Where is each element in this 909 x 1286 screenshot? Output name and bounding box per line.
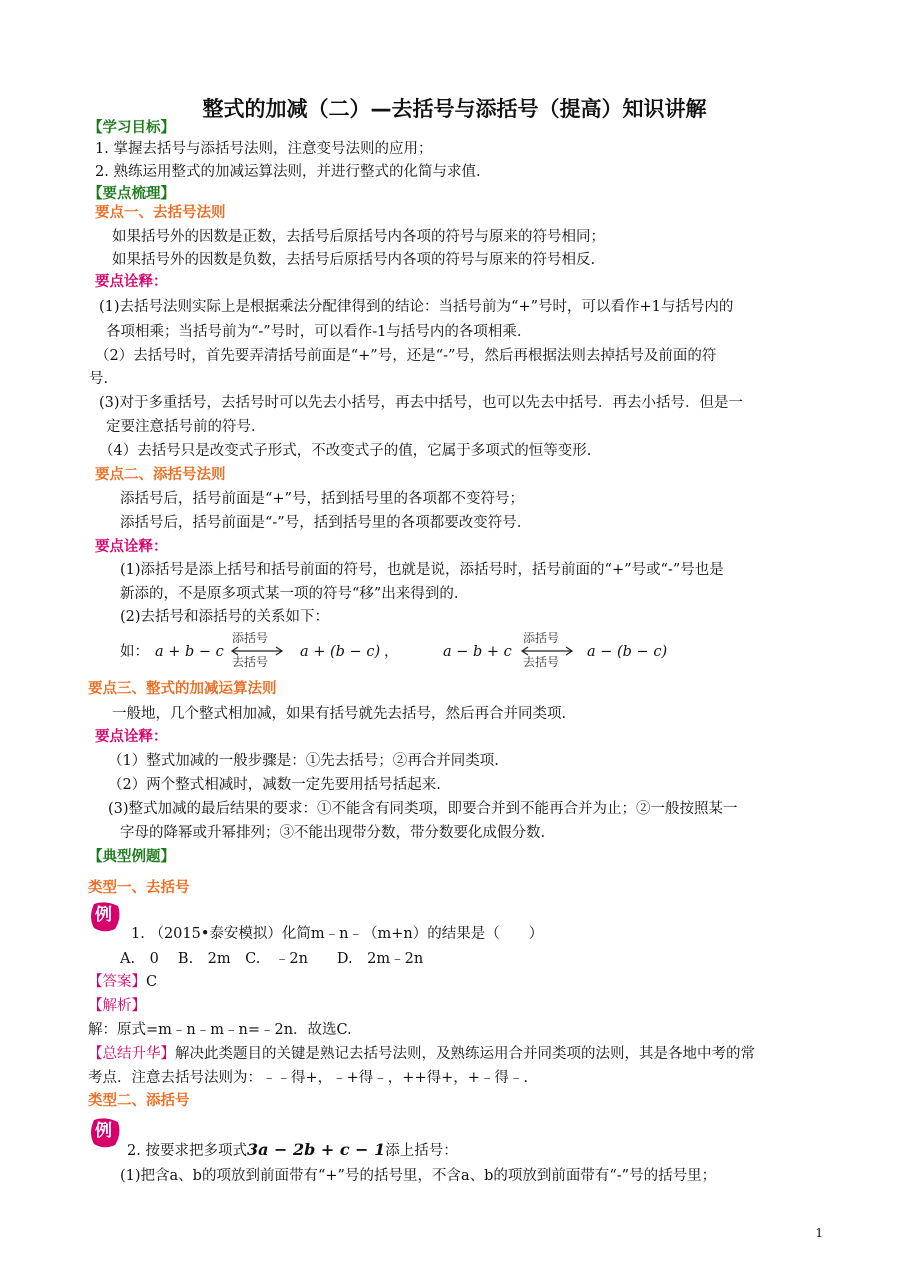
formula-left-1: a + b − c [155, 644, 224, 660]
question-1: 1. （2015•泰安模拟）化简m﹣n﹣（m+n）的结果是（ ） [131, 926, 544, 942]
formula-top-label-1: 添括号 [232, 631, 269, 645]
point3-line: 一般地，几个整式相加减，如果有括号就先去括号，然后再合并同类项. [112, 706, 567, 722]
formula-top-label-2: 添括号 [523, 631, 560, 645]
summary-label: 【总结升华】 [88, 1046, 175, 1062]
point1-note: 各项相乘；当括号前为“-”号时，可以看作-1与括号内的各项相乘. [106, 324, 522, 340]
point1-line: 如果括号外的因数是正数，去括号后原括号内各项的符号与原来的符号相同； [112, 229, 605, 245]
point3-note-title: 要点诠释： [95, 729, 168, 745]
question-2-expression: 3a − 2b + c − 1 [246, 1140, 386, 1159]
point1-note: （2）去括号时，首先要弄清括号前面是“+”号，还是“-”号，然后再根据法则去掉括号及前面的符 [95, 348, 717, 364]
point2-title: 要点二、添括号法则 [95, 467, 226, 483]
point2-line: 添括号后，括号前面是“+”号，括到括号里的各项都不变符号； [120, 491, 524, 507]
point3-note: （2）两个整式相减时，减数一定先要用括号括起来. [108, 777, 441, 793]
example-badge-label: 例 [95, 905, 112, 925]
point1-note: (1)去括号法则实际上是根据乘法分配律得到的结论：当括号前为“+”号时，可以看作+1与括号内的 [99, 299, 734, 315]
point1-line: 如果括号外的因数是负数，去括号后原括号内各项的符号与原来的符号相反. [112, 252, 596, 268]
point1-note: 定要注意括号前的符号. [106, 419, 256, 435]
analysis-label: 【解析】 [88, 998, 146, 1014]
formula-sep: ， [384, 644, 399, 660]
question-2-sub-1: (1)把含a、b的项放到前面带有“+”号的括号里，不含a、b的项放到前面带有“-”号的括号里； [120, 1168, 717, 1184]
question-1-options: A. 0 B. 2m C. ﹣2n D. 2m﹣2n [120, 951, 424, 967]
type1-title: 类型一、去括号 [88, 880, 190, 896]
formula-right-1: a + (b − c) [300, 644, 381, 660]
page-number: 1 [815, 1226, 823, 1240]
formula-bottom-label-1: 去括号 [232, 655, 269, 669]
solution-text: 解：原式=m﹣n﹣m﹣n=﹣2n．故选C. [88, 1022, 352, 1038]
question-2-suffix: 添上括号： [385, 1143, 458, 1159]
point3-title: 要点三、整式的加减运算法则 [88, 681, 277, 697]
summary-text: 解决此类题目的关键是熟记去括号法则，及熟练运用合并同类项的法则，其是各地中考的常 [175, 1046, 755, 1062]
formula-left-2: a − b + c [443, 644, 512, 660]
points-heading: 【要点梳理】 [88, 186, 175, 202]
formula-prefix: 如： [120, 644, 149, 660]
page-title: 整式的加减（二）—去括号与添括号（提高）知识讲解 [202, 97, 707, 121]
double-arrow-icon [518, 645, 576, 657]
point2-note: 新添的，不是原多项式某一项的符号“移”出来得到的. [120, 586, 459, 602]
goals-heading: 【学习目标】 [88, 120, 175, 136]
point1-title: 要点一、去括号法则 [95, 205, 226, 221]
point2-note: (1)添括号是添上括号和括号前面的符号，也就是说，添括号时，括号前面的“+”号或“-”号也是 [120, 562, 724, 578]
point1-note: （4）去括号只是改变式子形式，不改变式子的值，它属于多项式的恒等变形. [99, 443, 592, 459]
goal-item: 1. 掌握去括号与添括号法则，注意变号法则的应用； [95, 141, 433, 157]
question-2-prefix: 2. 按要求把多项式 [127, 1143, 247, 1159]
double-arrow-icon [228, 645, 286, 657]
point1-note: (3)对于多重括号，去括号时可以先去小括号，再去中括号，也可以先去中括号．再去小括号．但是一 [99, 395, 744, 411]
point3-note: 字母的降幂或升幂排列；③不能出现带分数，带分数要化成假分数. [120, 825, 546, 841]
answer-value: C [146, 974, 158, 990]
type2-title: 类型二、添括号 [88, 1093, 190, 1109]
point1-note-title: 要点诠释： [95, 274, 168, 290]
answer-label: 【答案】 [88, 974, 146, 990]
point2-line: 添括号后，括号前面是“-”号，括到括号里的各项都要改变符号. [120, 515, 522, 531]
point2-note-title: 要点诠释： [95, 539, 168, 555]
goal-item: 2. 熟练运用整式的加减运算法则，并进行整式的化简与求值. [95, 164, 481, 180]
examples-heading: 【典型例题】 [88, 849, 175, 865]
formula-bottom-label-2: 去括号 [523, 655, 560, 669]
formula-right-2: a − (b − c) [587, 644, 668, 660]
point2-note: (2)去括号和添括号的关系如下： [120, 609, 330, 625]
point1-note: 号. [89, 371, 109, 387]
point3-note: （1）整式加减的一般步骤是：①先去括号；②再合并同类项. [108, 753, 499, 769]
summary-text-2: 考点．注意去括号法则为：﹣﹣得+，﹣+得﹣，++得+，+﹣得﹣. [88, 1070, 529, 1086]
point3-note: (3)整式加减的最后结果的要求：①不能含有同类项，即要合并到不能再合并为止；②一般按照某一 [108, 801, 738, 817]
example-badge-label: 例 [95, 1121, 112, 1141]
